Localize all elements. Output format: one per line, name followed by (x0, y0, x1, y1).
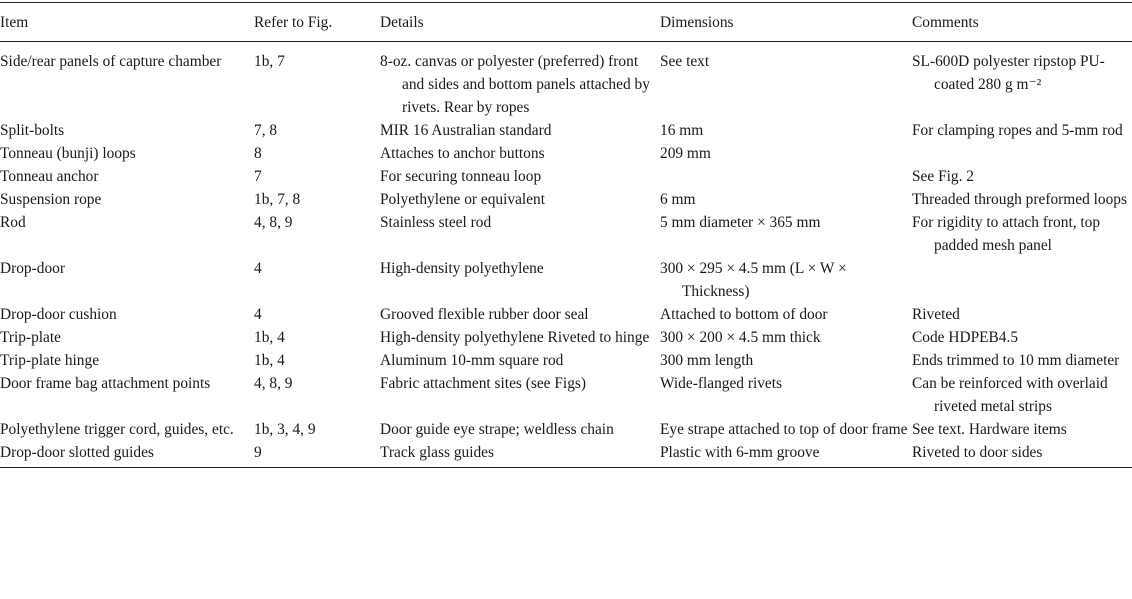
fig-cell: 1b, 7, 8 (254, 191, 301, 208)
table-row (0, 349, 1132, 372)
table-row (0, 257, 1132, 303)
dimensions-cell: 5 mm diameter × 365 mm (660, 214, 821, 231)
dimensions-cell: Plastic with 6-mm groove (660, 444, 820, 461)
comments-cell: Riveted (912, 306, 960, 323)
table-row (0, 42, 1132, 120)
fig-cell: 4 (254, 260, 262, 277)
dimensions-cell: Wide-flanged rivets (660, 375, 783, 392)
comments-cell: For clamping ropes and 5-mm rod (912, 122, 1123, 139)
fig-cell: 1b, 7 (254, 53, 285, 70)
fig-cell: 7, 8 (254, 122, 278, 139)
details-cell: Polyethylene or equivalent (380, 191, 545, 208)
header-comments: Comments (912, 3, 1132, 42)
dimensions-cell: 300 mm length (660, 352, 754, 369)
header-dimensions: Dimensions (660, 3, 912, 42)
dimensions-cell: 300 × 200 × 4.5 mm thick (660, 329, 821, 346)
item-cell: Trip-plate (0, 329, 61, 346)
dimensions-cell: 209 mm (660, 145, 711, 162)
item-cell: Door frame bag attachment points (0, 375, 211, 392)
comments-cell (912, 257, 1132, 303)
item-cell: Drop-door (0, 260, 65, 277)
table-row (0, 119, 1132, 142)
comments-cell: Riveted to door sides (912, 444, 1043, 461)
comments-cell: SL-600D polyester ripstop PU-coated 280 g m⁻² (912, 53, 1105, 93)
item-cell: Rod (0, 214, 26, 231)
bottom-rule (0, 467, 1132, 468)
item-cell: Suspension rope (0, 191, 102, 208)
parts-table (0, 3, 1132, 464)
fig-cell: 7 (254, 168, 262, 185)
fig-cell: 8 (254, 145, 262, 162)
details-cell: High-density polyethylene Riveted to hinge (380, 329, 650, 346)
dimensions-cell: 6 mm (660, 191, 696, 208)
item-cell: Side/rear panels of capture chamber (0, 53, 222, 70)
table-row (0, 188, 1132, 211)
fig-cell: 1b, 4 (254, 329, 285, 346)
details-cell: Stainless steel rod (380, 214, 492, 231)
header-item: Item (0, 3, 254, 42)
details-cell: High-density polyethylene (380, 260, 544, 277)
item-cell: Drop-door slotted guides (0, 444, 154, 461)
dimensions-cell: Attached to bottom of door (660, 306, 828, 323)
comments-cell: Threaded through preformed loops (912, 191, 1127, 208)
table-row (0, 326, 1132, 349)
fig-cell: 4, 8, 9 (254, 214, 293, 231)
comments-cell: Ends trimmed to 10 mm diameter (912, 352, 1120, 369)
item-cell: Split-bolts (0, 122, 65, 139)
fig-cell: 9 (254, 444, 262, 461)
comments-cell (912, 142, 1132, 165)
details-cell: For securing tonneau loop (380, 168, 542, 185)
dimensions-cell (660, 165, 912, 188)
item-cell: Trip-plate hinge (0, 352, 100, 369)
table-row (0, 418, 1132, 441)
details-cell: Attaches to anchor buttons (380, 145, 545, 162)
item-cell: Drop-door cushion (0, 306, 117, 323)
header-details: Details (380, 3, 660, 42)
fig-cell: 4 (254, 306, 262, 323)
item-cell: Tonneau anchor (0, 168, 99, 185)
details-cell: Fabric attachment sites (see Figs) (380, 375, 587, 392)
table-row (0, 165, 1132, 188)
header-row (0, 3, 1132, 42)
comments-cell: Code HDPEB4.5 (912, 329, 1019, 346)
details-cell: MIR 16 Australian standard (380, 122, 552, 139)
fig-cell: 1b, 4 (254, 352, 285, 369)
dimensions-cell: See text (660, 53, 710, 70)
details-cell: Aluminum 10-mm square rod (380, 352, 564, 369)
dimensions-cell: 16 mm (660, 122, 704, 139)
table-row (0, 372, 1132, 418)
details-cell: Grooved flexible rubber door seal (380, 306, 589, 323)
comments-cell: See text. Hardware items (912, 421, 1067, 438)
details-cell: Door guide eye strape; weldless chain (380, 421, 614, 438)
comments-cell: See Fig. 2 (912, 168, 974, 185)
item-cell: Polyethylene trigger cord, guides, etc. (0, 421, 234, 438)
table-row (0, 441, 1132, 464)
item-cell: Tonneau (bunji) loops (0, 145, 136, 162)
header-refer-to-fig: Refer to Fig. (254, 3, 380, 42)
comments-cell: Can be reinforced with overlaid riveted metal strips (912, 375, 1108, 415)
dimensions-cell: 300 × 295 × 4.5 mm (L × W × Thickness) (660, 260, 847, 300)
table-row (0, 211, 1132, 257)
fig-cell: 1b, 3, 4, 9 (254, 421, 316, 438)
fig-cell: 4, 8, 9 (254, 375, 293, 392)
dimensions-cell: Eye strape attached to top of door frame (660, 421, 908, 438)
table-row (0, 142, 1132, 165)
details-cell: 8-oz. canvas or polyester (preferred) front and sides and bottom panels attached by rivets. Rear by ropes (380, 53, 650, 116)
details-cell: Track glass guides (380, 444, 495, 461)
table-row (0, 303, 1132, 326)
comments-cell: For rigidity to attach front, top padded mesh panel (912, 214, 1101, 254)
